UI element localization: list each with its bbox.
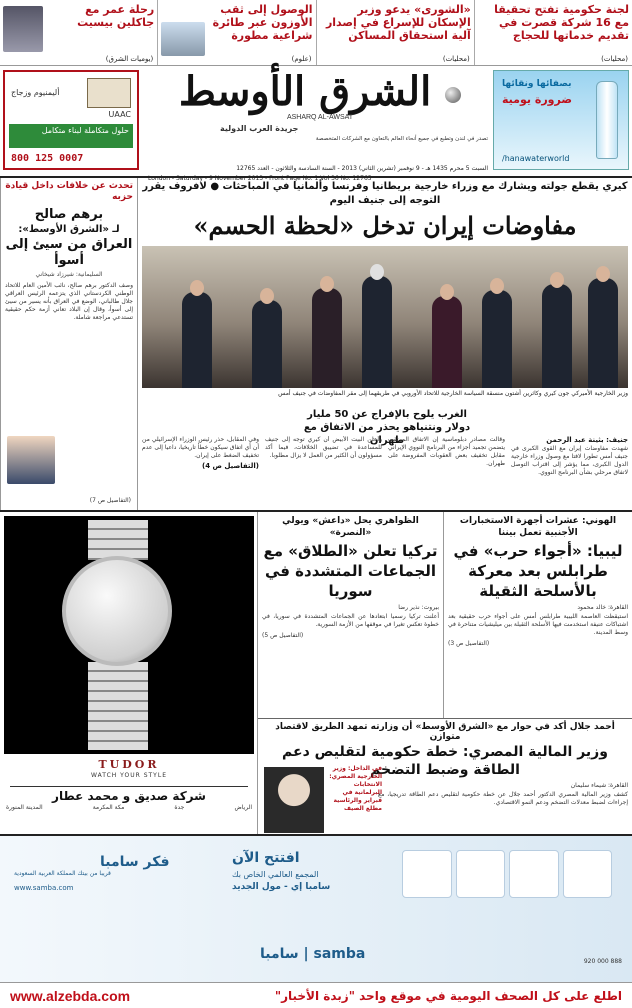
figure bbox=[432, 296, 462, 388]
tagline: جريدة العرب الدولية bbox=[220, 124, 299, 133]
lead-headline: مفاوضات إيران تدخل «لحظة الحسم» bbox=[193, 211, 577, 240]
interview-headline: العراق من سيئ إلى أسوأ bbox=[5, 237, 133, 268]
teaser-section: (علوم) bbox=[291, 55, 312, 63]
teaser-section: (محليات) bbox=[442, 55, 470, 63]
main-section bbox=[0, 178, 632, 510]
bank-ad-fine: قريبا من بيتك المملكة العربية السعودية bbox=[14, 870, 111, 877]
card-icon bbox=[509, 850, 559, 898]
figure-head bbox=[440, 284, 454, 300]
figure bbox=[482, 290, 512, 388]
watch-strap-top bbox=[88, 520, 148, 560]
teaser-shura[interactable] bbox=[316, 0, 474, 65]
actress-photo bbox=[3, 6, 43, 52]
date-english: London - Saturday - 9 November 2013 - Front Page No. 1 Vol 36 No. 12765 bbox=[148, 175, 372, 182]
bank-ad-icons bbox=[402, 850, 612, 898]
ahmed-galal-photo bbox=[264, 767, 324, 833]
turkey-headline: تركيا تعلن «الطلاق» مع الجماعات المتشددة في سوريا bbox=[263, 542, 438, 600]
interview-credit: السليمانية: شيرزاد شيخاني bbox=[35, 271, 103, 278]
globe-icon bbox=[445, 87, 461, 103]
glider-photo bbox=[161, 22, 205, 56]
interview-brand: لـ «الشرق الأوسط»: bbox=[18, 224, 120, 235]
turkey-body: أعلنت تركيا رسميا ابتعادها عن الجماعات المتشددة في سوريا، في خطوة تعكس تغيرا في موقفها من الأزمة السورية. bbox=[262, 613, 439, 628]
lead-caption: وزير الخارجية الأميركي جون كيري وكاثرين أشتون منسقة السياسة الخارجية للاتحاد الأوروبي في طريقهما إلى مقر المفاوضات في جنيف أمس bbox=[278, 390, 628, 397]
figure-head bbox=[596, 266, 610, 282]
uaac-logo bbox=[87, 78, 131, 108]
barham-salih-photo bbox=[7, 436, 55, 484]
lead-body-col bbox=[142, 436, 259, 506]
bank-ad-line1: افتتح الآن bbox=[232, 850, 300, 866]
aluminium-ad[interactable] bbox=[3, 70, 139, 170]
logo-english: ASHARQ AL-AWSAT bbox=[286, 114, 354, 121]
masthead bbox=[0, 66, 632, 182]
lead-body-col: وأعلن البيت الأبيض أن كيري توجه إلى جنيف للمساعدة في تضييق الخلافات، فيما أكد مسؤولون أن الكثير من العمل لا يزال مطلوبا. bbox=[265, 436, 382, 459]
story-turkey[interactable] bbox=[258, 512, 444, 718]
teaser-ozone[interactable] bbox=[157, 0, 315, 65]
bank-ad-web[interactable]: www.samba.com bbox=[14, 884, 74, 892]
water-ad-web: /hanawaterworld bbox=[502, 154, 570, 163]
libya-body: استيقظت العاصمة الليبية طرابلس أمس على أجواء حرب حقيقية بعد اشتباكات عنيفة استخدمت فيها الأسلحة الثقيلة بين ميليشيات متناحرة في وسط المدينة. bbox=[448, 613, 628, 636]
turkey-byline: بيروت: نذير رضا bbox=[398, 604, 439, 611]
dealer-cities bbox=[6, 804, 252, 811]
interview-column[interactable] bbox=[0, 178, 138, 510]
figure-head bbox=[490, 278, 504, 294]
turkey-more[interactable]: (التفاصيل ص 5) bbox=[262, 632, 304, 639]
interview-body: وصف الدكتور برهم صالح، نائب الأمين العام للاتحاد الوطني الكردستاني الذي يتزعمه الرئيس العراقي جلال طالباني، الوضع في العراق بأنه يسير من سيئ إلى أسوأ، وقال إن البلاد تعاني أزمة حكم حقيقية تستدعي مراجعة شاملة. bbox=[5, 282, 133, 321]
newspaper-logo[interactable] bbox=[150, 70, 490, 128]
ad-green-banner: حلول متكاملة لبناء متكامل bbox=[9, 124, 133, 148]
teaser-section: (يوميات الشرق) bbox=[105, 55, 154, 63]
egypt-kicker: أحمد جلال أكد في حوار مع «الشرق الأوسط» أن وزارته تمهد الطريق لاقتصاد متوازن bbox=[275, 722, 615, 742]
egypt-body: كشف وزير المالية المصري الدكتور أحمد جلال عن خطة حكومية لتقليص دعم الطاقة تدريجيا، مع إجراءات لضبط معدلات التضخم ودعم النمو الاقتصادي. bbox=[378, 791, 628, 806]
figure bbox=[182, 292, 212, 388]
footer-slogan: اطلع على كل الصحف اليومية في موقع واحد "زبدة الأخبار" bbox=[274, 988, 622, 1003]
teaser-title: «الشورى» يدعو وزير الإسكان للإسراع في إصدار آلية استحقاق المساكن bbox=[325, 3, 471, 42]
turkey-kicker: الظواهري يحل «داعش» ويولي «النصرة» bbox=[282, 516, 419, 538]
lead-subhead: الغرب يلوح بالإفراج عن 50 مليار دولار ونتنياهو يحذر من الاتفاق مع طهران bbox=[294, 406, 480, 449]
teaser-bisset[interactable] bbox=[0, 0, 157, 65]
ad-brand: أليمنيوم وزجاج bbox=[11, 88, 60, 97]
lead-body bbox=[142, 436, 628, 506]
top-teasers bbox=[0, 0, 632, 66]
lead-text: وفي المقابل، حذر رئيس الوزراء الإسرائيلي من أن أي اتفاق سيكون خطأ تاريخيا، داعيا إلى عدم تخفيف الضغط على إيران. bbox=[142, 436, 259, 459]
water-ad-line1: بصفائها ونقائها bbox=[502, 79, 572, 89]
samba-bank-ad[interactable] bbox=[0, 834, 632, 988]
dealer-name: شركة صديق و محمد عطار bbox=[10, 786, 248, 803]
story-libya[interactable] bbox=[444, 512, 632, 718]
figure bbox=[588, 278, 618, 388]
bank-ad-line3: سامبا إي - مول الجديد bbox=[232, 882, 331, 892]
figure-head bbox=[370, 264, 384, 280]
teaser-title: لجنة حكومية تفتح تحقيقا مع 16 شركة قصرت في تقديم خدماتها للحجاج bbox=[494, 3, 629, 42]
branch-icon bbox=[402, 850, 452, 898]
samba-logo: samba | سامبا bbox=[260, 946, 366, 962]
masthead-fineprint: تصدر في لندن وتطبع في جميع أنحاء العالم بالتعاون مع الشركات المتخصصة bbox=[315, 136, 488, 142]
watch-strap bbox=[88, 662, 148, 750]
bank-ad-line2: المجمع العالمي الخاص بك bbox=[232, 870, 319, 879]
interview-more[interactable]: (التفاصيل ص 7) bbox=[89, 497, 131, 504]
phone-icon bbox=[456, 850, 506, 898]
lead-byline: جنيف: بثينة عبد الرحمن bbox=[546, 436, 628, 444]
lead-text: شهدت مفاوضات إيران مع القوى الكبرى في جنيف أمس تطورا لافتا مع وصول وزراء خارجية الدول الكبرى، مما يؤشر إلى اقتراب التوصل لاتفاق مرحلي بشأن البرنامج النووي. bbox=[511, 445, 628, 476]
teaser-section: (محليات) bbox=[601, 55, 628, 63]
city: جدة bbox=[174, 804, 185, 811]
libya-byline: القاهرة: خالد محمود bbox=[577, 604, 628, 611]
figure-head bbox=[190, 280, 204, 296]
dateline bbox=[148, 165, 488, 172]
logo-arabic bbox=[150, 70, 490, 114]
city: المدينة المنورة bbox=[6, 804, 43, 811]
city: مكة المكرمة bbox=[92, 804, 125, 811]
footer-website[interactable]: www.alzebda.com bbox=[10, 987, 131, 1004]
second-section bbox=[0, 510, 632, 834]
water-ad-line2: ضرورة يومية bbox=[502, 93, 572, 106]
libya-more[interactable]: (التفاصيل ص 3) bbox=[448, 640, 490, 647]
egypt-byline: القاهرة: شيماء سليمان bbox=[570, 782, 628, 789]
bank-ad-slogan: فكر سامبا bbox=[100, 854, 170, 870]
tudor-ad[interactable] bbox=[0, 512, 258, 836]
lead-body-col bbox=[511, 436, 628, 506]
lead-body-col: وقالت مصادر دبلوماسية إن الاتفاق المرتقب يتضمن تجميد أجزاء من البرنامج النووي الإيراني مقابل تخفيف بعض العقوبات المفروضة على طهران. bbox=[388, 436, 505, 467]
figure-head bbox=[260, 288, 274, 304]
figure bbox=[542, 284, 572, 388]
libya-headline: ليبيا: «أجواء حرب» في طرابلس بعد معركة بالأسلحة الثقيلة bbox=[453, 542, 623, 600]
bank-ad-tel: 920 000 888 bbox=[583, 958, 622, 965]
figure bbox=[252, 300, 282, 388]
figure bbox=[312, 288, 342, 388]
footer-banner[interactable] bbox=[0, 982, 632, 1008]
figure-head bbox=[320, 276, 334, 292]
logo-arabic-text: الشرق الأوسط bbox=[178, 68, 432, 115]
bottle-image bbox=[596, 81, 618, 159]
ad-phone: 800 125 0007 bbox=[11, 153, 84, 164]
story-egypt-finance[interactable] bbox=[258, 718, 632, 836]
tudor-brand: TUDOR bbox=[98, 758, 160, 771]
teaser-hajj[interactable] bbox=[474, 0, 632, 65]
tudor-tagline: WATCH YOUR STYLE bbox=[91, 772, 167, 779]
city: الرياض bbox=[234, 804, 252, 811]
date-arabic: السبت 5 محرم 1435 هـ - 9 نوفمبر (تشرين الثاني) 2013 - السنة السادسة والثلاثون - العدد 12765 bbox=[236, 165, 488, 172]
watch-dial bbox=[62, 556, 172, 666]
interview-kicker: تحدث عن خلافات داخل قيادة حزبه bbox=[5, 181, 133, 202]
figure bbox=[362, 276, 392, 388]
egypt-headline: وزير المالية المصري: خطة حكومية لتقليص دعم الطاقة وضبط التضخم bbox=[282, 744, 608, 778]
interview-name: برهم صالح bbox=[34, 207, 104, 222]
lead-story[interactable] bbox=[138, 178, 632, 510]
lead-more[interactable]: (التفاصيل ص 4) bbox=[202, 462, 259, 470]
teaser-title: الوصول إلى ثقب الأوزون عبر طائرة شراعية مطورة bbox=[212, 3, 313, 42]
lead-photo bbox=[142, 246, 628, 388]
teaser-title: رحلة عمر مع جاكلين بيسيت bbox=[77, 3, 155, 29]
inside-box[interactable]: في الداخل: وزير الخارجية المصري: الانتخابات البرلمانية في فبراير والرئاسية مطلع الصيف bbox=[329, 765, 382, 812]
figure-head bbox=[550, 272, 564, 288]
libya-kicker: الهوني: عشرات أجهزة الاستخبارات الأجنبية تعمل بيننا bbox=[459, 516, 617, 538]
lead-kicker: كيري يقطع جولته ويشارك مع وزراء خارجية بريطانيا وفرنسا وألمانيا في المباحثات ● لافروف يقرر التوجه إلى جنيف اليوم bbox=[142, 181, 628, 206]
uaac-label: UAAC bbox=[108, 110, 131, 119]
water-ad[interactable] bbox=[493, 70, 629, 170]
atm-icon bbox=[563, 850, 613, 898]
